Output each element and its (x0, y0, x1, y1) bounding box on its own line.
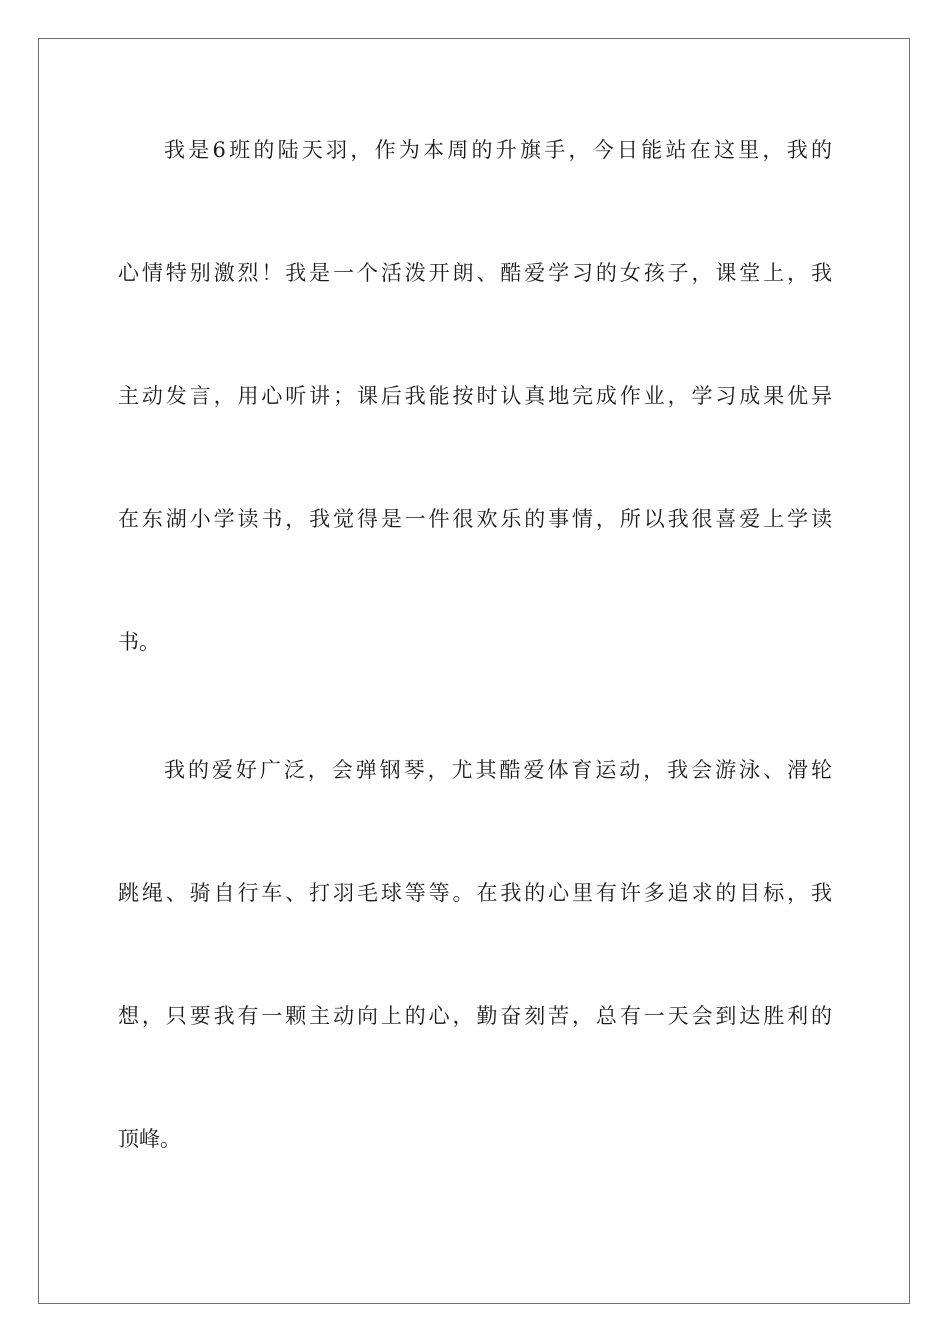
paragraph-1-line-3: 主动发言，用心听讲；课后我能按时认真地完成作业，学习成果优异 (118, 384, 832, 408)
paragraph-1-line-1: 我是6班的陆天羽，作为本周的升旗手，今日能站在这里，我的 (164, 138, 832, 162)
paragraph-1-line-4: 在东湖小学读书，我觉得是一件很欢乐的事情，所以我很喜爱上学读 (118, 507, 832, 531)
paragraph-2-line-1: 我的爱好广泛，会弹钢琴，尤其酷爱体育运动，我会游泳、滑轮 (164, 758, 832, 782)
paragraph-1-line-5: 书。 (118, 630, 160, 654)
paragraph-2-line-3: 想，只要我有一颗主动向上的心，勤奋刻苦，总有一天会到达胜利的 (118, 1004, 832, 1028)
paragraph-2-line-4: 顶峰。 (118, 1127, 181, 1151)
page-border (38, 38, 910, 1304)
paragraph-2-line-2: 跳绳、骑自行车、打羽毛球等等。在我的心里有许多追求的目标，我 (118, 881, 832, 905)
paragraph-1-line-2: 心情特别激烈！我是一个活泼开朗、酷爱学习的女孩子，课堂上，我 (118, 261, 832, 285)
